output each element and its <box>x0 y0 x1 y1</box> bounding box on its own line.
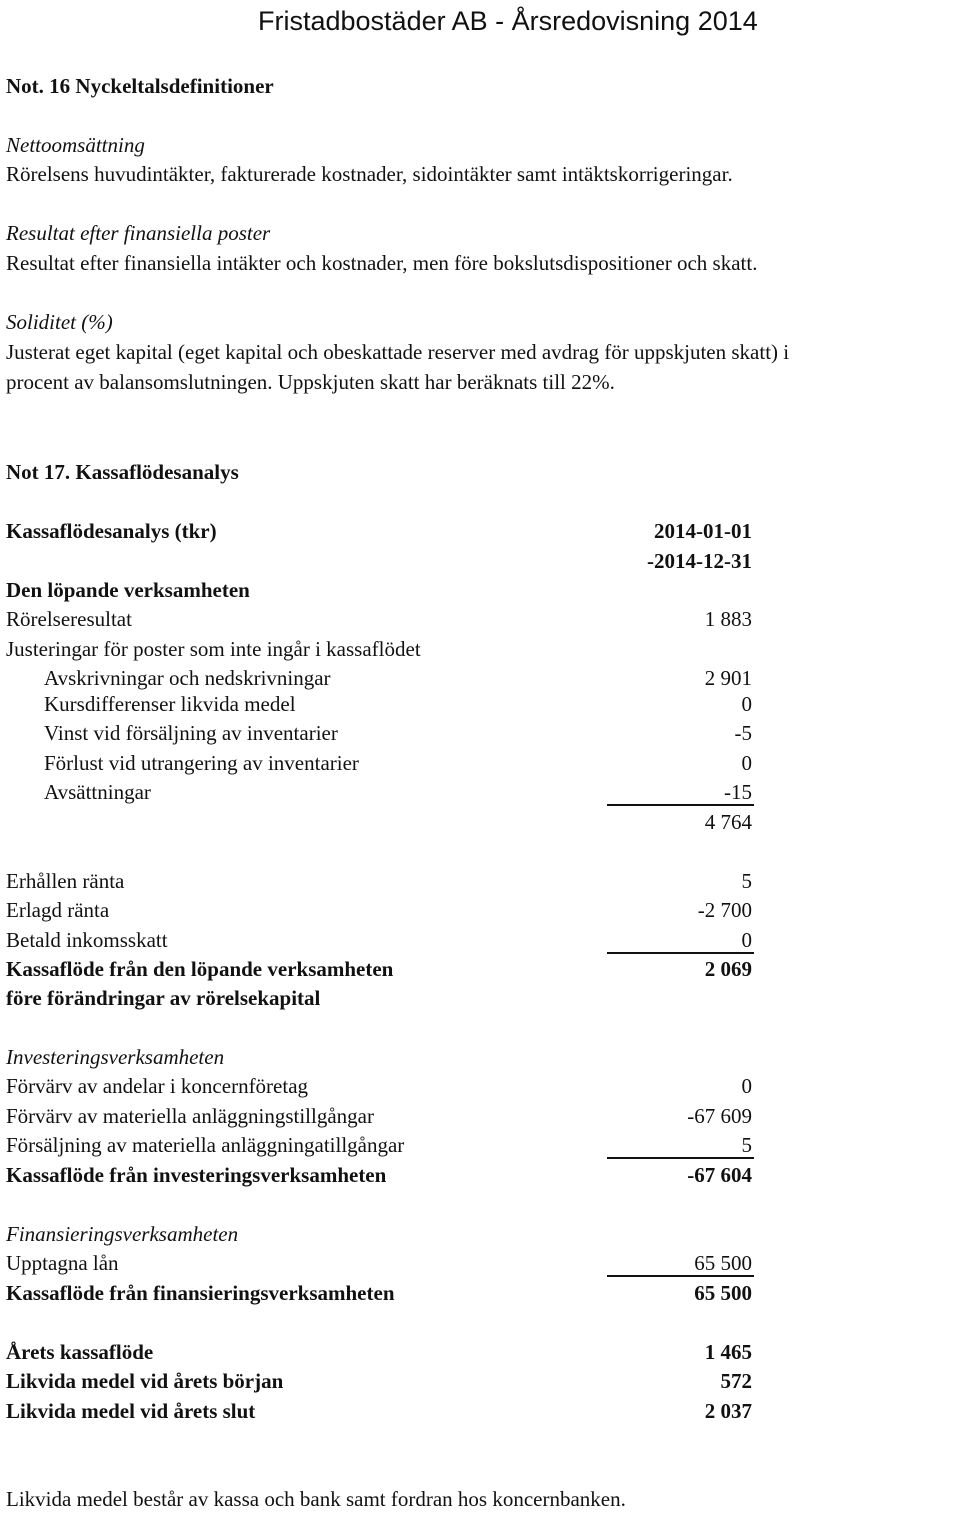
operating-subtotal-value: 4 764 <box>704 810 752 834</box>
adjustment-value: 0 <box>741 751 752 775</box>
investing-item-value: -67 609 <box>687 1104 752 1128</box>
investing-item-label: Förvärv av materiella anläggningstillgångar <box>6 1104 374 1128</box>
investing-item-value: 0 <box>741 1074 752 1098</box>
operating-item-value: 0 <box>741 928 752 952</box>
operating-total-label-line2: före förändringar av rörelsekapital <box>6 986 321 1010</box>
adjustment-label: Avsättningar <box>44 780 151 804</box>
financing-total-rule <box>607 1275 754 1277</box>
term-nettoomsattning: Nettoomsättning <box>6 133 145 157</box>
summary-value: 2 037 <box>704 1399 752 1423</box>
definition-soliditet-line2: procent av balansomslutningen. Uppskjuten skatt har beräknats till 22%. <box>6 370 615 394</box>
rorelseresultat-label: Rörelseresultat <box>6 607 132 631</box>
adjustment-value: 0 <box>741 692 752 716</box>
investing-item-label: Förvärv av andelar i koncernföretag <box>6 1074 309 1098</box>
justeringar-label: Justeringar för poster som inte ingår i kassaflödet <box>6 637 421 661</box>
investing-item-label: Försäljning av materiella anläggningatillgångar <box>6 1133 405 1157</box>
investing-total-value: -67 604 <box>687 1163 752 1187</box>
definition-soliditet-line1: Justerat eget kapital (eget kapital och obeskattade reserver med avdrag för uppskjuten skatt) i <box>6 340 790 364</box>
adjustment-label: Kursdifferenser likvida medel <box>44 692 296 716</box>
financing-total-label: Kassaflöde från finansieringsverksamheten <box>6 1281 395 1305</box>
operating-total-value: 2 069 <box>704 957 752 981</box>
investing-total-label: Kassaflöde från investeringsverksamheten <box>6 1163 387 1187</box>
period-start: 2014-01-01 <box>654 519 752 543</box>
adjustment-value: 2 901 <box>704 666 752 690</box>
term-resultat-efter-finansiella-poster: Resultat efter finansiella poster <box>6 221 271 245</box>
operating-item-label: Betald inkomsskatt <box>6 928 168 952</box>
summary-label: Likvida medel vid årets slut <box>6 1399 256 1423</box>
summary-label: Likvida medel vid årets början <box>6 1369 284 1393</box>
adjustment-label: Vinst vid försäljning av inventarier <box>44 721 338 745</box>
rorelseresultat-value: 1 883 <box>704 607 752 631</box>
operating-total-rule <box>607 952 754 954</box>
note16-title: Not. 16 Nyckeltalsdefinitioner <box>6 74 274 98</box>
summary-value: 1 465 <box>704 1340 752 1364</box>
financing-total-value: 65 500 <box>694 1281 752 1305</box>
subtotal-rule <box>607 804 754 806</box>
cashflow-table-title: Kassaflödesanalys (tkr) <box>6 519 217 543</box>
definition-resultat-efter-finansiella-poster: Resultat efter finansiella intäkter och kostnader, men före bokslutsdispositioner och skatt. <box>6 251 758 275</box>
investing-heading: Investeringsverksamheten <box>6 1045 225 1069</box>
investing-total-rule <box>607 1157 754 1159</box>
definition-nettoomsattning: Rörelsens huvudintäkter, fakturerade kostnader, sidointäkter samt intäktskorrigeringar. <box>6 162 733 186</box>
financing-item-value: 65 500 <box>694 1251 752 1275</box>
period-end: -2014-12-31 <box>647 549 752 573</box>
footnote: Likvida medel består av kassa och bank samt fordran hos koncernbanken. <box>6 1487 626 1511</box>
financing-heading: Finansieringsverksamheten <box>6 1222 239 1246</box>
adjustment-value: -5 <box>734 721 752 745</box>
financing-item-label: Upptagna lån <box>6 1251 119 1275</box>
term-soliditet: Soliditet (%) <box>6 310 113 334</box>
document-header-title: Fristadbostäder AB - Årsredovisning 2014 <box>258 6 758 36</box>
operating-item-value: 5 <box>741 869 752 893</box>
adjustment-label: Förlust vid utrangering av inventarier <box>44 751 359 775</box>
operating-total-label-line1: Kassaflöde från den löpande verksamheten <box>6 957 394 981</box>
investing-item-value: 5 <box>741 1133 752 1157</box>
summary-value: 572 <box>720 1369 752 1393</box>
operating-item-label: Erlagd ränta <box>6 898 110 922</box>
operating-item-value: -2 700 <box>697 898 752 922</box>
operating-item-label: Erhållen ränta <box>6 869 125 893</box>
adjustment-value: -15 <box>724 780 752 804</box>
adjustment-label: Avskrivningar och nedskrivningar <box>44 666 331 690</box>
note17-title: Not 17. Kassaflödesanalys <box>6 460 239 484</box>
operating-heading: Den löpande verksamheten <box>6 578 250 602</box>
summary-label: Årets kassaflöde <box>6 1340 154 1364</box>
